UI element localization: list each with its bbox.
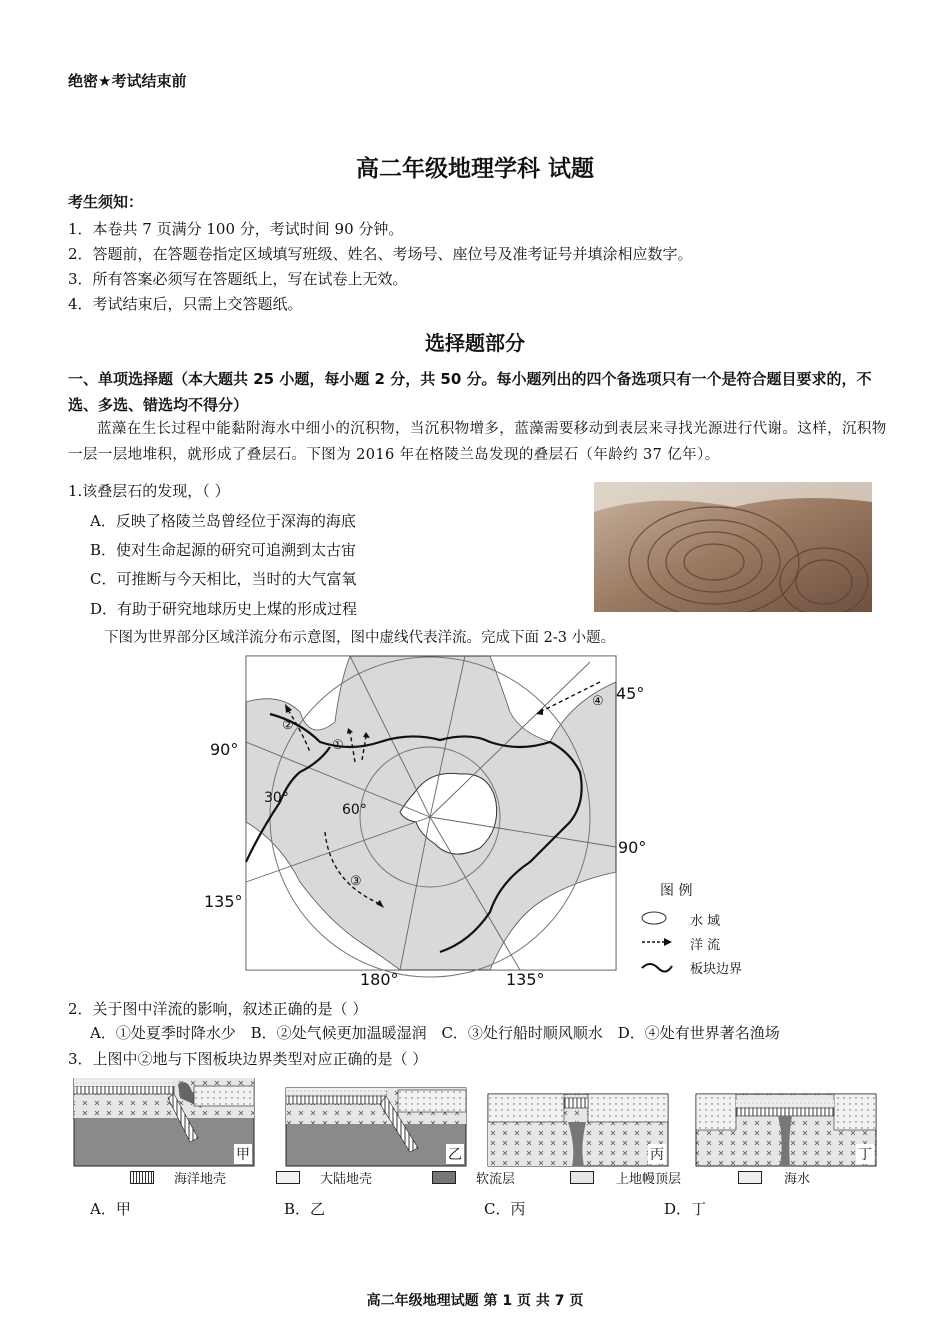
diagram-tag-bing: 丙 xyxy=(648,1144,666,1164)
exam-title: 高二年级地理学科 试题 xyxy=(355,155,594,182)
question-3-option-c[interactable]: C．丙 xyxy=(484,1200,526,1218)
question-1-option-a[interactable]: A．反映了格陵兰岛曾经位于深海的海底 xyxy=(90,512,356,530)
question-1-option-b[interactable]: B．使对生命起源的研究可追溯到太古宙 xyxy=(90,541,357,559)
legend-oceanic-swatch xyxy=(130,1171,154,1184)
lon-180-label: 180° xyxy=(360,970,399,989)
diagram-ding xyxy=(696,1094,876,1166)
lon-135w-label: 135° xyxy=(204,892,243,911)
question-2-option-a[interactable]: A．①处夏季时降水少 xyxy=(90,1024,236,1042)
legend-symbols xyxy=(638,908,674,998)
legend-asthenosphere-swatch xyxy=(432,1171,456,1184)
lon-135e-label: 135° xyxy=(506,970,545,989)
marker-1: ① xyxy=(332,738,344,753)
legend-asthenosphere: 软流层 xyxy=(476,1172,516,1187)
question-2-options xyxy=(90,1022,890,1043)
legend-upper-mantle-swatch xyxy=(570,1171,594,1184)
notice-title: 考生须知： xyxy=(68,193,144,211)
legend-boundary: 板块边界 xyxy=(690,962,743,977)
question-3-option-b[interactable]: B．乙 xyxy=(284,1200,326,1218)
legend-oceanic: 海洋地壳 xyxy=(174,1172,227,1187)
question-2-option-d[interactable]: D．④处有世界著名渔场 xyxy=(617,1024,780,1042)
legend-upper-mantle: 上地幔顶层 xyxy=(616,1172,682,1187)
lon-90e-label: 90° xyxy=(618,838,647,857)
diagram-tag-ding: 丁 xyxy=(856,1144,874,1164)
legend-continental: 大陆地壳 xyxy=(320,1172,373,1187)
marker-2: ② xyxy=(282,718,294,733)
page-footer: 高二年级地理试题 第 1 页 共 7 页 xyxy=(366,1293,584,1309)
confidential-mark: 绝密★考试结束前 xyxy=(68,72,187,90)
lat-30-label: 30° xyxy=(264,790,289,806)
intro-paragraph: 蓝藻在生长过程中能黏附海水中细小的沉积物，当沉积物增多，蓝藻需要移动到表层来寻找光源进行代谢。这样，沉积物一层一层地堆积，就形成了叠层石。下图为 2016 年在格陵兰岛发现的叠层石（年龄约 37 亿年）。 xyxy=(68,421,887,463)
legend-title: 图 例 xyxy=(660,883,693,899)
question-1-option-c[interactable]: C．可推断与今天相比，当时的大气富氧 xyxy=(90,570,357,588)
legend-water: 水 域 xyxy=(690,914,721,929)
question-2-option-c[interactable]: C．③处行船时顺风顺水 xyxy=(441,1024,603,1042)
question-2-option-b[interactable]: B．②处气候更加温暖湿润 xyxy=(250,1024,427,1042)
question-3-option-d[interactable]: D．丁 xyxy=(664,1200,707,1218)
marker-3: ③ xyxy=(350,874,362,889)
question-3-option-a[interactable]: A．甲 xyxy=(90,1200,131,1218)
legend-seawater-swatch xyxy=(738,1171,762,1184)
map-intro: 下图为世界部分区域洋流分布示意图，图中虚线代表洋流。完成下面 2-3 小题。 xyxy=(104,630,616,646)
question-3-stem: 3．上图中②地与下图板块边界类型对应正确的是（ ） xyxy=(68,1050,428,1068)
lat-60-label: 60° xyxy=(342,802,367,818)
section-title: 选择题部分 xyxy=(425,331,525,355)
diagram-tag-yi: 乙 xyxy=(446,1144,464,1164)
marker-4: ④ xyxy=(592,694,604,709)
notice-item: 3．所有答案必须写在答题纸上，写在试卷上无效。 xyxy=(68,270,408,288)
legend-current: 洋 流 xyxy=(690,938,721,953)
question-1-option-d[interactable]: D．有助于研究地球历史上煤的形成过程 xyxy=(90,600,358,618)
lat-45-label: 45° xyxy=(616,684,645,703)
map-figure xyxy=(190,652,770,992)
diagram-yi xyxy=(286,1088,466,1166)
question-1-stem: 1.该叠层石的发现，（ ） xyxy=(68,482,230,500)
diagram-legend xyxy=(130,1168,850,1188)
diagram-bing xyxy=(488,1094,668,1166)
legend-seawater: 海水 xyxy=(784,1172,811,1187)
diagram-jia xyxy=(74,1078,254,1166)
lon-90w-label: 90° xyxy=(210,740,239,759)
question-2-stem: 2．关于图中洋流的影响，叙述正确的是（ ） xyxy=(68,1000,368,1018)
notice-item: 2．答题前，在答题卷指定区域填写班级、姓名、考场号、座位号及准考证号并填涂相应数字。 xyxy=(68,245,693,263)
diagram-tag-jia: 甲 xyxy=(234,1144,252,1164)
notice-item: 4．考试结束后，只需上交答题纸。 xyxy=(68,295,303,313)
stromatolite-photo xyxy=(594,482,872,612)
notice-item: 1．本卷共 7 页满分 100 分，考试时间 90 分钟。 xyxy=(68,220,404,238)
legend-continental-swatch xyxy=(276,1171,300,1184)
part-heading: 一、单项选择题（本大题共 25 小题，每小题 2 分，共 50 分。每小题列出的四个备选项只有一个是符合题目要求的，不选、多选、错选均不得分） xyxy=(68,370,872,414)
ocean-current-map xyxy=(190,652,770,992)
